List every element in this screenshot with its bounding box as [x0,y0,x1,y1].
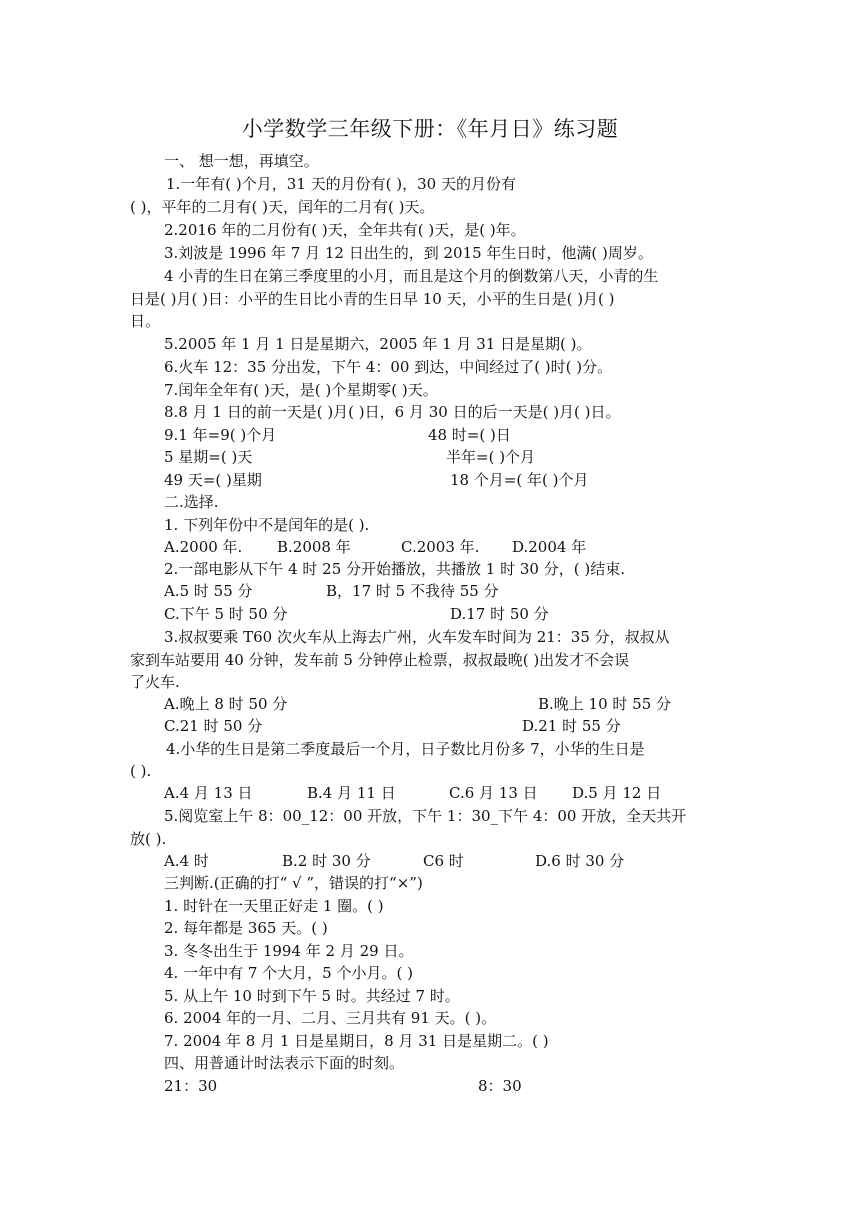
s2-q1-option-d: D.2004 年 [512,538,587,556]
s4-time-2: 8：30 [478,1077,522,1095]
s2-q1-option-c: C.2003 年. [401,538,480,556]
section4-heading: 四、用普通计时法表示下面的时刻。 [164,1054,405,1072]
page-title: 小学数学三年级下册：《年月日》练习题 [241,117,619,141]
s2-q1: 1. 下列年份中不是闰年的是( ). [164,516,370,534]
s3-item-2: 2. 每年都是 365 天。( ) [164,919,328,937]
section1-heading: 一、 想一想，再填空。 [164,152,319,170]
s2-q3-line3: 了火车. [130,673,180,691]
s2-q1-option-b: B.2008 年 [277,538,351,556]
s2-q5-line1: 5.阅览室上午 8：00_12：00 开放，下午 1：30_下午 4：00 开放，全天共开 [164,807,687,825]
s3-item-6: 6. 2004 年的一月、二月、三月共有 91 天。( )。 [164,1009,497,1027]
s2-q4-option-a: A.4 月 13 日 [164,784,253,802]
s2-q4-option-b: B.4 月 11 日 [307,784,396,802]
s2-q4-option-c: C.6 月 13 日 [449,784,538,802]
s3-item-3: 3. 冬冬出生于 1994 年 2 月 29 日。 [164,942,414,960]
s1-q1-line1: 1.一年有( )个月，31 天的月份有( )，30 天的月份有 [166,175,516,193]
s2-q2-option-d: D.17 时 50 分 [450,605,549,623]
s1-q8: 8.8 月 1 日的前一天是( )月( )日，6 月 30 日的后一天是( )月( )日。 [164,403,621,421]
s2-q4-line2: ( ). [130,762,152,780]
s1-q9-row3-left: 49 天=( )星期 [164,471,262,489]
s1-q1-line2: ( )，平年的二月有( )天，闰年的二月有( )天。 [130,198,435,216]
s1-q9-row1-left: 9.1 年=9( )个月 [164,426,277,444]
s1-q2: 2.2016 年的二月份有( )天，全年共有( )天，是( )年。 [164,221,526,239]
s1-q9-row2-right: 半年=( )个月 [446,448,536,466]
s3-item-5: 5. 从上午 10 时到下午 5 时。共经过 7 时。 [164,987,460,1005]
s2-q5-line2: 放( ). [130,830,167,848]
s3-item-4: 4. 一年中有 7 个大月，5 个小月。( ) [164,964,413,982]
s2-q3-option-b: B.晚上 10 时 55 分 [538,695,672,713]
s2-q3-option-d: D.21 时 55 分 [522,717,621,735]
s1-q9-row3-right: 18 个月=( 年( )个月 [450,471,589,489]
section2-heading: 二.选择. [164,493,219,511]
s2-q3-option-c: C.21 时 50 分 [164,717,263,735]
s1-q9-row1-right: 48 时=( )日 [428,426,511,444]
s2-q3-line2: 家到车站要用 40 分钟，发车前 5 分钟停止检票，叔叔最晚( )出发才不会误 [130,651,630,669]
s2-q5-option-b: B.2 时 30 分 [282,852,371,870]
s4-time-1: 21：30 [164,1077,218,1095]
s1-q9-row2-left: 5 星期=( )天 [164,448,253,466]
s3-item-1: 1. 时针在一天里正好走 1 圈。( ) [164,897,384,915]
s2-q5-option-c: C6 时 [423,852,464,870]
s1-q7: 7.闰年全年有( )天，是( )个星期零( )天。 [164,381,438,399]
s2-q5-option-a: A.4 时 [164,852,209,870]
s1-q4-line3: 日。 [130,312,161,330]
section3-heading: 三判断.(正确的打“ √ ”，错误的打“×”) [164,874,423,892]
s2-q3-option-a: A.晚上 8 时 50 分 [164,695,288,713]
s1-q6: 6.火车 12：35 分出发，下午 4：00 到达，中间经过了( )时( )分。 [164,358,613,376]
s2-q4-line1: 4.小华的生日是第二季度最后一个月，日子数比月份多 7，小华的生日是 [166,740,645,758]
s2-q2-option-c: C.下午 5 时 50 分 [164,605,288,623]
s2-q4-option-d: D.5 月 12 日 [572,784,662,802]
s2-q5-option-d: D.6 时 30 分 [535,852,625,870]
s1-q3: 3.刘波是 1996 年 7 月 12 日出生的，到 2015 年生日时，他满( )周岁。 [164,244,653,262]
s2-q2-option-b: B，17 时 5 不我待 55 分 [326,582,499,600]
s3-item-7: 7. 2004 年 8 月 1 日是星期日，8 月 31 日是星期二。( ) [164,1032,549,1050]
s2-q1-option-a: A.2000 年. [164,538,243,556]
s1-q4-line1: 4 小青的生日在第三季度里的小月，而且是这个月的倒数第八天，小青的生 [164,267,659,285]
s2-q2-option-a: A.5 时 55 分 [164,582,253,600]
s2-q3-line1: 3.叔叔要乘 T60 次火车从上海去广州，火车发车时间为 21：35 分，叔叔从 [164,628,670,646]
s1-q5: 5.2005 年 1 月 1 日是星期六，2005 年 1 月 31 日是星期( )。 [164,335,592,353]
s1-q4-line2: 日是( )月( )日：小平的生日比小青的生日早 10 天，小平的生日是( )月( ) [130,290,615,308]
s2-q2: 2.一部电影从下午 4 时 25 分开始播放，共播放 1 时 30 分，( )结束. [164,560,625,578]
